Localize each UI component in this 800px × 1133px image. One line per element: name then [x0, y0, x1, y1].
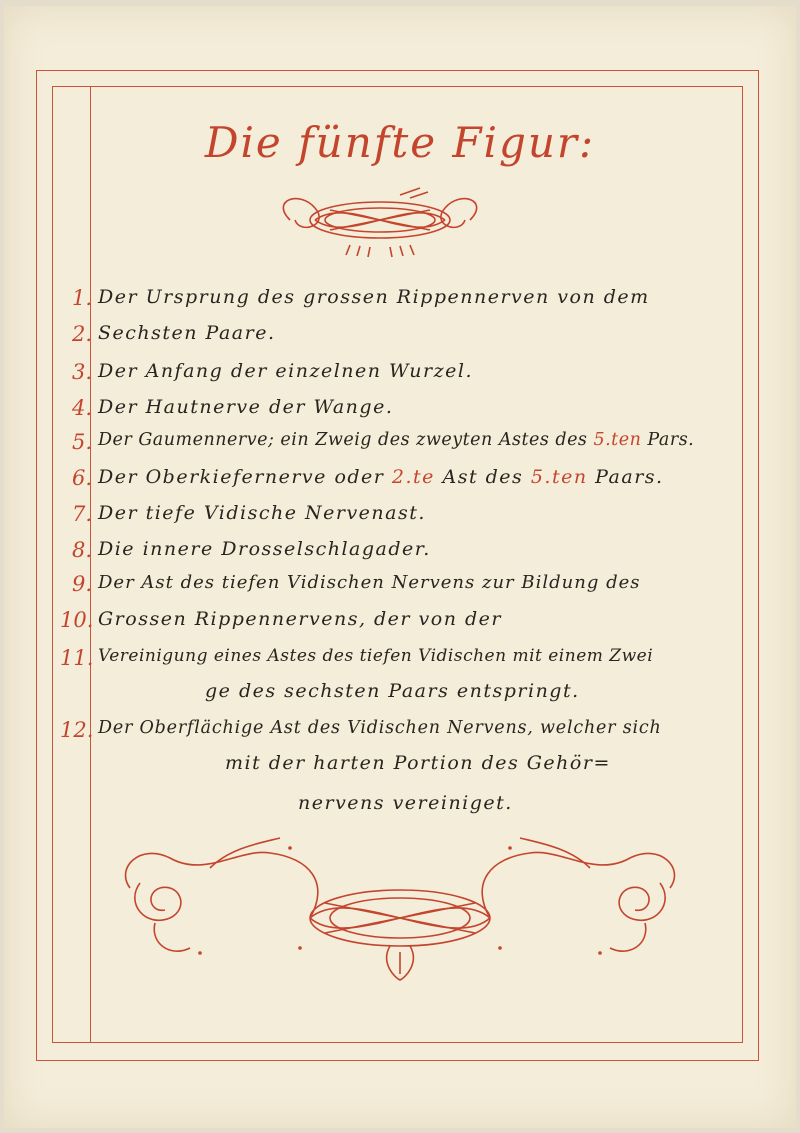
item-text: Der Gaumennerve; ein Zweig des zweyten Astes des 5.ten Pars.: [98, 430, 695, 450]
list-item-1: [0, 286, 800, 318]
item-text: Der Anfang der einzelnen Wurzel.: [98, 360, 473, 382]
item-text: Der Ast des tiefen Vidischen Nervens zur Bildung des: [98, 572, 641, 593]
item-12-continuation-2: nervens vereiniget.: [298, 792, 513, 814]
ordinal-superscript: 5.ten: [593, 430, 642, 450]
item-number: 7.: [71, 502, 92, 526]
list-item-4: [0, 396, 800, 428]
item-number: 6.: [71, 466, 92, 490]
top-flourish-ornament: [270, 180, 490, 265]
list-item-7: [0, 502, 800, 534]
item-number: 3.: [71, 360, 92, 384]
item-12-continuation: mit der harten Portion des Gehör=: [225, 752, 611, 774]
item-number: 10.: [60, 608, 94, 632]
item-text: Der Oberkiefernerve oder 2.te Ast des 5.ten Paars.: [98, 466, 664, 488]
bottom-flourish-ornament: [110, 828, 690, 988]
list-item-9: [0, 572, 800, 604]
list-item-2: [0, 322, 800, 354]
item-number: 11.: [60, 646, 94, 670]
item-text: Der tiefe Vidische Nervenast.: [98, 502, 426, 524]
list-item-11: [0, 646, 800, 678]
item-number: 12.: [60, 718, 94, 742]
item-number: 5.: [71, 430, 92, 454]
item-number: 1.: [71, 286, 92, 310]
item-text: Der Oberflächige Ast des Vidischen Nervens, welcher sich: [98, 718, 662, 738]
page-title: Die fünfte Figur:: [204, 118, 596, 167]
item-number: 4.: [71, 396, 92, 420]
list-item-5: [0, 430, 800, 462]
list-item-10: [0, 608, 800, 640]
item-text: Vereinigung eines Astes des tiefen Vidischen mit einem Zwei: [98, 646, 654, 666]
item-text: Sechsten Paare.: [98, 322, 276, 344]
list-item-8: [0, 538, 800, 570]
ordinal-superscript: 2.te: [391, 466, 435, 488]
item-text: Grossen Rippennervens, der von der: [98, 608, 502, 630]
list-item-3: [0, 360, 800, 392]
item-number: 8.: [71, 538, 92, 562]
list-item-6: [0, 466, 800, 498]
item-text: Die innere Drosselschlagader.: [98, 538, 431, 560]
item-number: 9.: [71, 572, 92, 596]
item-text: Der Hautnerve der Wange.: [98, 396, 394, 418]
ordinal-superscript: 5.ten: [530, 466, 588, 488]
list-item-12: [0, 718, 800, 750]
item-11-continuation: ge des sechsten Paars entspringt.: [205, 680, 580, 702]
item-number: 2.: [71, 322, 92, 346]
item-text: Der Ursprung des grossen Rippennerven von dem: [98, 286, 650, 308]
